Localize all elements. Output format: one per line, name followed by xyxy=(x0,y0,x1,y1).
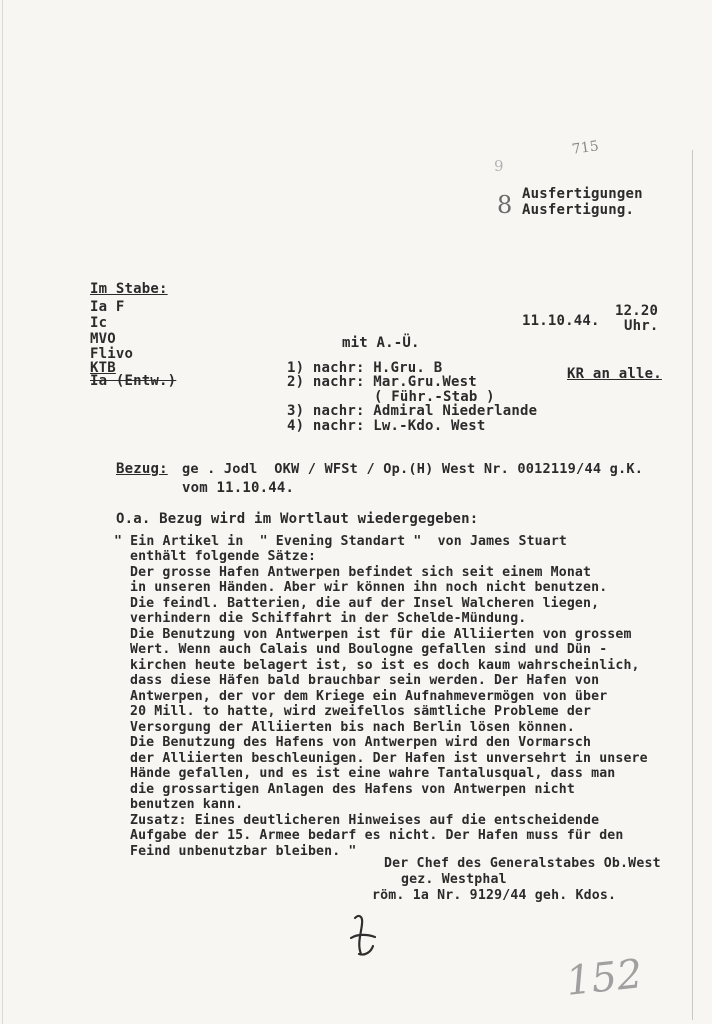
reference-line-2: vom 11.10.44. xyxy=(182,480,295,496)
message-line: die grossartigen Anlagen des Hafens von Antwerpen nicht xyxy=(130,782,575,797)
message-line: Feind unbenutzbar bleiben. " xyxy=(130,844,357,859)
handwritten-initial-mark xyxy=(345,910,385,960)
message-line: der Alliierten beschleunigen. Der Hafen ist unversehrt in unsere xyxy=(130,751,648,766)
message-line: verhindern die Schiffahrt in der Schelde-Mündung. xyxy=(130,611,527,626)
distribution-line-1: Ausfertigungen xyxy=(522,186,643,202)
transmission-via: mit A.-Ü. xyxy=(342,335,420,351)
document-time-unit: Uhr. xyxy=(624,318,659,334)
message-line: " Ein Artikel in " Evening Standart " von James Stuart xyxy=(114,534,568,549)
message-line: Der grosse Hafen Antwerpen befindet sich seit einem Monat xyxy=(130,565,592,580)
message-line: Die Benutzung von Antwerpen ist für die Alliierten von grossem xyxy=(130,627,632,642)
signature-title: Der Chef des Generalstabes Ob.West xyxy=(384,856,661,871)
reference-label: Bezug: xyxy=(116,461,168,477)
staff-item: Ia (Entw.) xyxy=(90,373,177,389)
recipient-line: 1) nachr: H.Gru. B xyxy=(287,360,443,376)
recipient-line: 4) nachr: Lw.-Kdo. West xyxy=(287,418,486,434)
handwritten-page-number: 152 xyxy=(563,951,645,1005)
staff-heading: Im Stabe: xyxy=(90,281,168,297)
message-line: benutzen kann. xyxy=(130,797,244,812)
kr-notice: KR an alle. xyxy=(567,366,662,382)
recipient-line: 2) nachr: Mar.Gru.West xyxy=(287,374,477,390)
message-line: dass diese Häfen bald brauchbar sein werden. Der Hafen von xyxy=(130,673,600,688)
staff-item: Ic xyxy=(90,315,108,331)
message-line: Zusatz: Eines deutlicheren Hinweises auf die entscheidende xyxy=(130,813,600,828)
recipient-line: 3) nachr: Admiral Niederlande xyxy=(287,403,538,419)
distribution-count: 8 xyxy=(497,191,513,219)
intro-line: O.a. Bezug wird im Wortlaut wiedergegeben: xyxy=(116,511,479,527)
signature-name: gez. Westphal xyxy=(401,872,507,887)
staff-item: MVO xyxy=(90,331,116,347)
message-line: in unseren Händen. Aber wir können ihn noch nicht benutzen. xyxy=(130,580,608,595)
recipient-line: ( Führ.-Stab ) xyxy=(374,389,495,405)
message-line: Wert. Wenn auch Calais und Boulogne gefallen sind und Dün - xyxy=(130,642,608,657)
message-line: Hände gefallen, und es ist eine wahre Tantalusqual, dass man xyxy=(130,766,616,781)
staff-item: Ia F xyxy=(90,299,125,315)
message-line: kirchen heute belagert ist, so ist es doch kaum wahrscheinlich, xyxy=(130,658,640,673)
staff-item: Flivo xyxy=(90,346,134,362)
message-line: Aufgabe der 15. Armee bedarf es nicht. Der Hafen muss für den xyxy=(130,828,624,843)
document-date: 11.10.44. xyxy=(522,313,600,329)
message-line: Versorgung der Alliierten bis nach Berlin lösen können. xyxy=(130,720,575,735)
document-time: 12.20 xyxy=(615,303,659,319)
message-line: Antwerpen, der vor dem Kriege ein Aufnahmevermögen von über xyxy=(130,689,608,704)
message-line: Die Benutzung des Hafens von Antwerpen wird den Vormarsch xyxy=(130,735,592,750)
handwritten-folio-note: 715 xyxy=(571,138,600,158)
paper-edge-right xyxy=(692,150,693,1020)
signature-reference: röm. 1a Nr. 9129/44 geh. Kdos. xyxy=(372,888,617,903)
message-line: Die feindl. Batterien, die auf der Insel Walcheren liegen, xyxy=(130,596,600,611)
handwritten-mark: 9 xyxy=(494,157,504,175)
staff-item: KTB xyxy=(90,360,116,376)
distribution-line-2: Ausfertigung. xyxy=(522,202,635,218)
scan-edge-left xyxy=(2,0,3,1024)
message-line: 20 Mill. to hatte, wird zweifellos sämtliche Probleme der xyxy=(130,704,592,719)
message-line: enthält folgende Sätze: xyxy=(130,549,317,564)
reference-line-1: ge . Jodl OKW / WFSt / Op.(H) West Nr. 0012119/44 g.K. xyxy=(182,461,644,477)
